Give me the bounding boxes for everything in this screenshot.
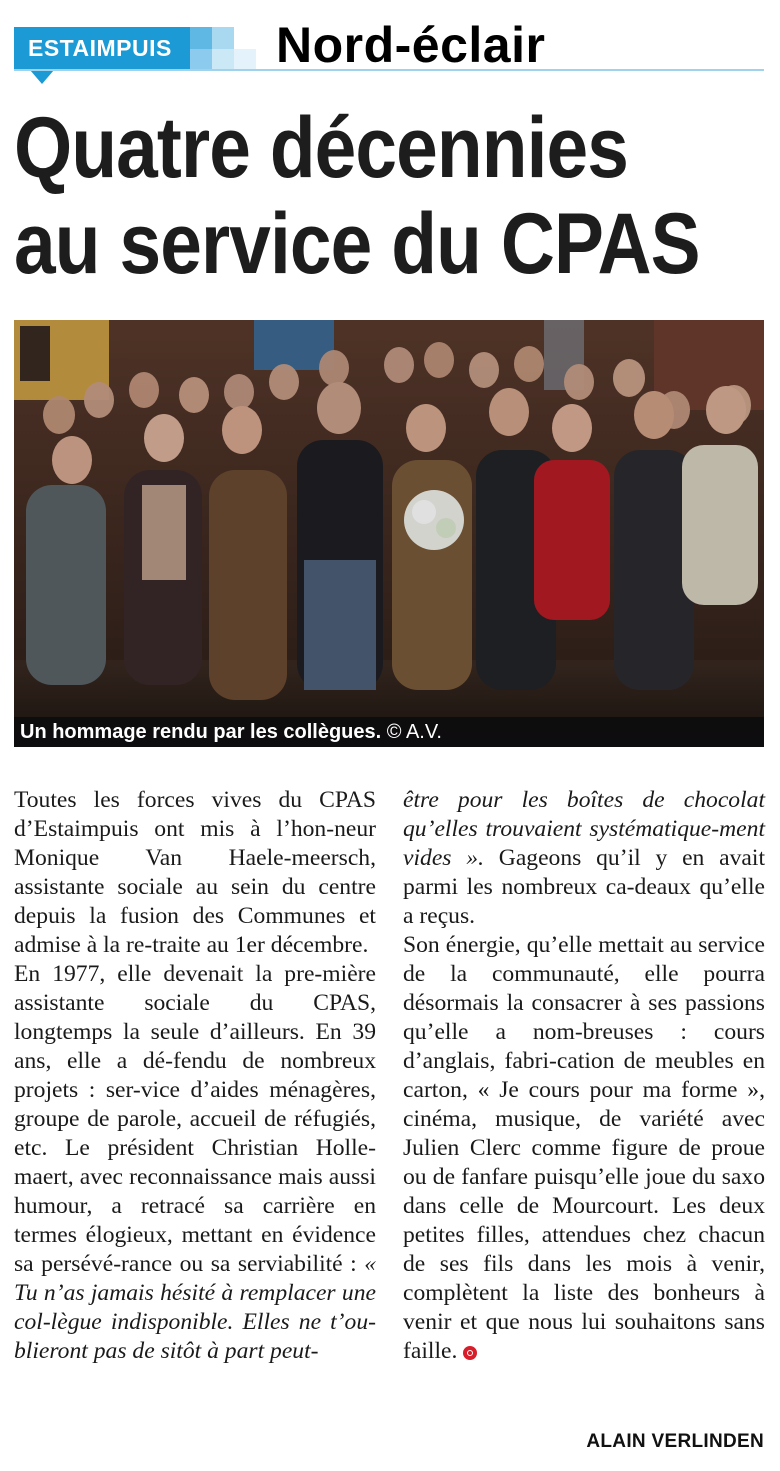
paragraph-1: Toutes les forces vives du CPAS d’Estaimpuis ont mis à l’hon-neur Monique Van Haele-meersch, assistante sociale au sein du centre depuis la fusion des Communes et admise à la re-traite au 1er décembre. xyxy=(14,787,376,958)
article-column-right xyxy=(403,786,765,1366)
paragraph-3-quote: être pour les boîtes de chocolat qu’elles trouvaient systématique-ment vides ». xyxy=(403,787,765,871)
end-of-article-icon xyxy=(463,1346,477,1360)
paragraph-2-quote: « Tu n’as jamais hésité à remplacer une col-lègue indisponible. Elles ne t’ou-blieront pas de sitôt à part peut- xyxy=(14,1251,376,1364)
headline xyxy=(14,100,700,292)
section-tag: ESTAIMPUIS xyxy=(14,27,190,70)
paragraph-2 xyxy=(14,960,376,1366)
group-photo-illustration xyxy=(14,320,764,747)
article-header xyxy=(0,0,780,100)
headline-line-2: au service du CPAS xyxy=(14,196,700,292)
paragraph-3 xyxy=(403,786,765,931)
photo-caption xyxy=(14,717,764,747)
newspaper-masthead: Nord-éclair xyxy=(276,17,546,73)
section-tag-pointer xyxy=(30,70,54,84)
paragraph-4 xyxy=(403,931,765,1366)
group-photo xyxy=(14,320,764,747)
decorative-squares xyxy=(190,27,260,70)
paragraph-3-text: Gageons qu’il y en avait parmi les nombreux ca-deaux qu’elle a reçus. xyxy=(403,845,766,929)
paragraph-4-text: Son énergie, qu’elle mettait au service de la communauté, elle pourra désormais la consacrer à ses passions qu’elle a nom-breuses : cours d’anglais, fabri-cation de meubles en carton, « Je cours pour ma forme », cinéma, musique, de variété avec Julien Clerc comme figure de proue ou de fanfare puisqu’elle joue du saxo dans celle de Mourcourt. Les deux petites filles, attendues chez chacun de ses fils dans les mois à venir, complètent la liste des bonheurs à venir et que nous lui souhaitons sans faille. xyxy=(403,932,765,1364)
paragraph-2-text: En 1977, elle devenait la pre-mière assistante sociale du CPAS, longtemps la seule d’ailleurs. En 39 ans, elle a dé-fendu de nombreux projets : ser-vice d’aides ménagères, groupe de parole, accueil de réfugiés, etc. Le président Christian Holle-maert, avec reconnaissance mais aussi humour, a retracé sa carrière en termes élogieux, mettant en évidence sa persévé-rance ou sa serviabilité : xyxy=(14,961,376,1277)
author-byline: ALAIN VERLINDEN xyxy=(586,1431,764,1452)
article-column-left xyxy=(14,786,376,1366)
caption-text: Un hommage rendu par les collègues. xyxy=(20,721,382,743)
headline-line-1: Quatre décennies xyxy=(14,100,628,196)
photo-credit: © A.V. xyxy=(386,721,442,743)
